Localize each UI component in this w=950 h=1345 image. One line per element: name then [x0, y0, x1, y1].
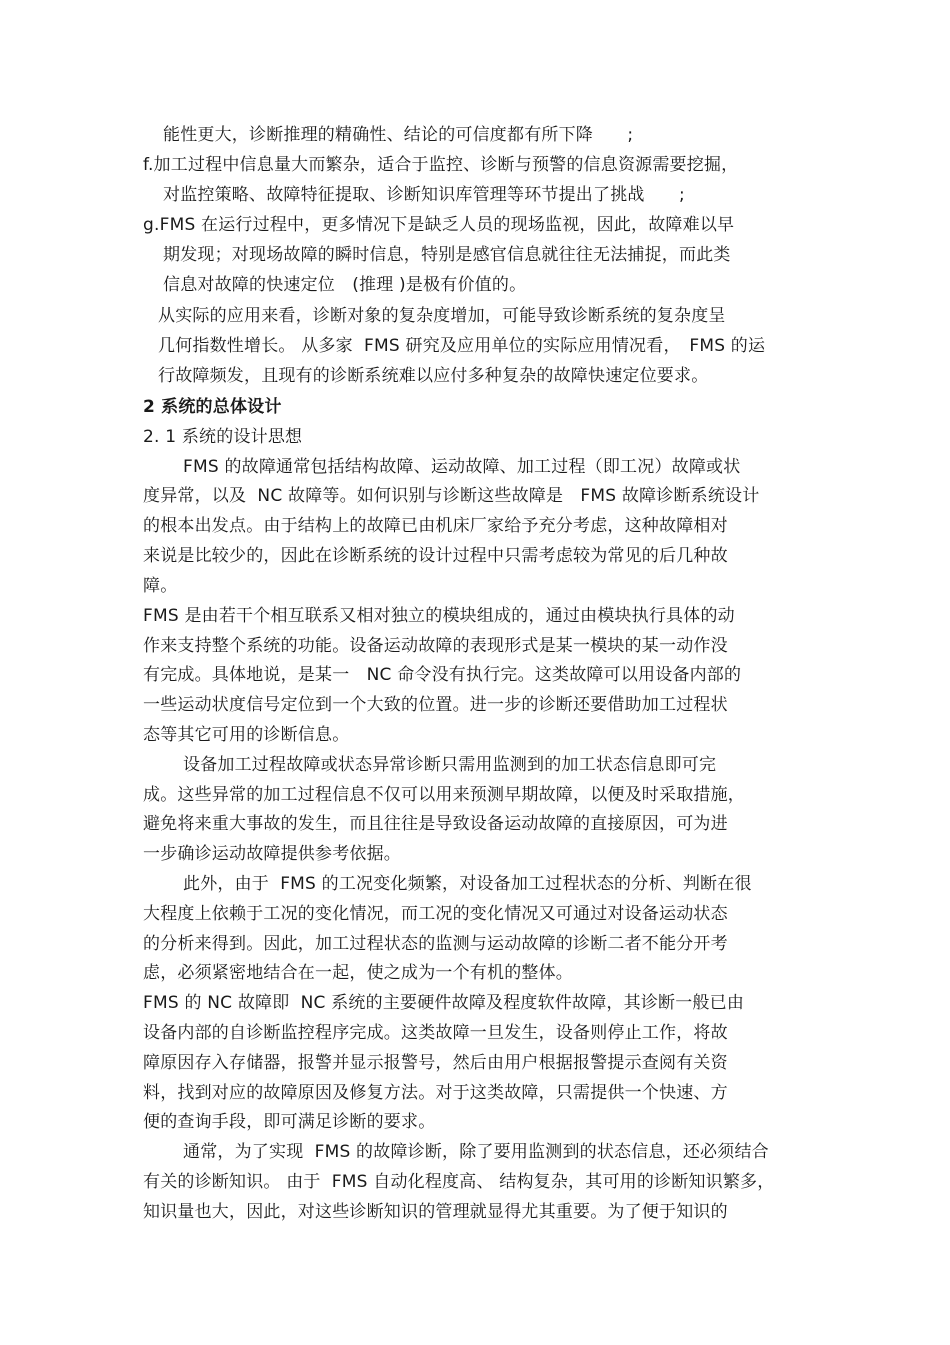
text-line-16: 障。	[143, 576, 178, 596]
text-line-26: 此外，由于 FMS 的工况变化频繁，对设备加工过程状态的分析、判断在很	[183, 874, 752, 894]
text-line-9: 行故障频发，且现有的诊断系统难以应付多种复杂的故障快速定位要求。	[158, 366, 709, 386]
text-line-31: 设备内部的自诊断监控程序完成。这类故障一旦发生，设备则停止工作，将故	[143, 1023, 728, 1043]
text-line-23: 成。这些异常的加工过程信息不仅可以用来预测早期故障，以便及时采取措施，	[143, 785, 745, 805]
text-line-21: 态等其它可用的诊断信息。	[143, 725, 350, 745]
subsection-heading: 2. 1 系统的设计思想	[143, 427, 303, 447]
text-line-2: f.加工过程中信息量大而繁杂，适合于监控、诊断与预警的信息资源需要挖掘，	[143, 155, 739, 175]
text-line-22: 设备加工过程故障或状态异常诊断只需用监测到的加工状态信息即可完	[183, 755, 717, 775]
text-line-6: 信息对故障的快速定位 (推理 )是极有价值的。	[163, 275, 527, 295]
text-line-3: 对监控策略、故障特征提取、诊断知识库管理等环节提出了挑战 ;	[163, 185, 685, 205]
section-heading: 2 系统的总体设计	[143, 397, 282, 417]
text-line-7: 从实际的应用来看，诊断对象的复杂度增加，可能导致诊断系统的复杂度呈	[158, 306, 726, 326]
text-line-4: g.FMS 在运行过程中，更多情况下是缺乏人员的现场监视，因此，故障难以早	[143, 215, 735, 235]
text-line-34: 便的查询手段，即可满足诊断的要求。	[143, 1112, 436, 1132]
text-line-19: 有完成。具体地说，是某一 NC 命令没有执行完。这类故障可以用设备内部的	[143, 665, 742, 685]
text-line-14: 的根本出发点。由于结构上的故障已由机床厂家给予充分考虑，这种故障相对	[143, 516, 728, 536]
text-line-12: FMS 的故障通常包括结构故障、运动故障、加工过程（即工况）故障或状	[183, 457, 741, 477]
text-line-36: 有关的诊断知识。 由于 FMS 自动化程度高、 结构复杂，其可用的诊断知识繁多，	[143, 1172, 775, 1192]
text-line-30: FMS 的 NC 故障即 NC 系统的主要硬件故障及程度软件故障，其诊断一般已由	[143, 993, 745, 1013]
text-line-33: 料，找到对应的故障原因及修复方法。对于这类故障，只需提供一个快速、方	[143, 1083, 728, 1103]
text-line-8: 几何指数性增长。 从多家 FMS 研究及应用单位的实际应用情况看， FMS 的运	[158, 336, 766, 356]
text-line-15: 来说是比较少的，因此在诊断系统的设计过程中只需考虑较为常见的后几种故	[143, 546, 728, 566]
text-line-32: 障原因存入存储器，报警并显示报警号，然后由用户根据报警提示查阅有关资	[143, 1053, 728, 1073]
text-line-28: 的分析来得到。因此，加工过程状态的监测与运动故障的诊断二者不能分开考	[143, 934, 728, 954]
text-line-1: 能性更大，诊断推理的精确性、结论的可信度都有所下降 ;	[163, 125, 634, 145]
text-line-35: 通常，为了实现 FMS 的故障诊断，除了要用监测到的状态信息，还必须结合	[183, 1142, 769, 1162]
text-line-29: 虑，必须紧密地结合在一起，使之成为一个有机的整体。	[143, 963, 573, 983]
text-line-20: 一些运动状度信号定位到一个大致的位置。进一步的诊断还要借助加工过程状	[143, 695, 728, 715]
text-line-25: 一步确诊运动故障提供参考依据。	[143, 844, 401, 864]
text-line-24: 避免将来重大事故的发生，而且往往是导致设备运动故障的直接原因，可为进	[143, 814, 728, 834]
text-line-37: 知识量也大，因此，对这些诊断知识的管理就显得尤其重要。为了便于知识的	[143, 1202, 728, 1222]
text-line-13: 度异常，以及 NC 故障等。如何识别与诊断这些故障是 FMS 故障诊断系统设计	[143, 486, 760, 506]
text-line-5: 期发现；对现场故障的瞬时信息，特别是感官信息就往往无法捕捉，而此类	[163, 245, 731, 265]
text-line-17: FMS 是由若干个相互联系又相对独立的模块组成的，通过由模块执行具体的动	[143, 606, 735, 626]
text-line-27: 大程度上依赖于工况的变化情况，而工况的变化情况又可通过对设备运动状态	[143, 904, 728, 924]
text-line-18: 作来支持整个系统的功能。设备运动故障的表现形式是某一模块的某一动作没	[143, 636, 728, 656]
